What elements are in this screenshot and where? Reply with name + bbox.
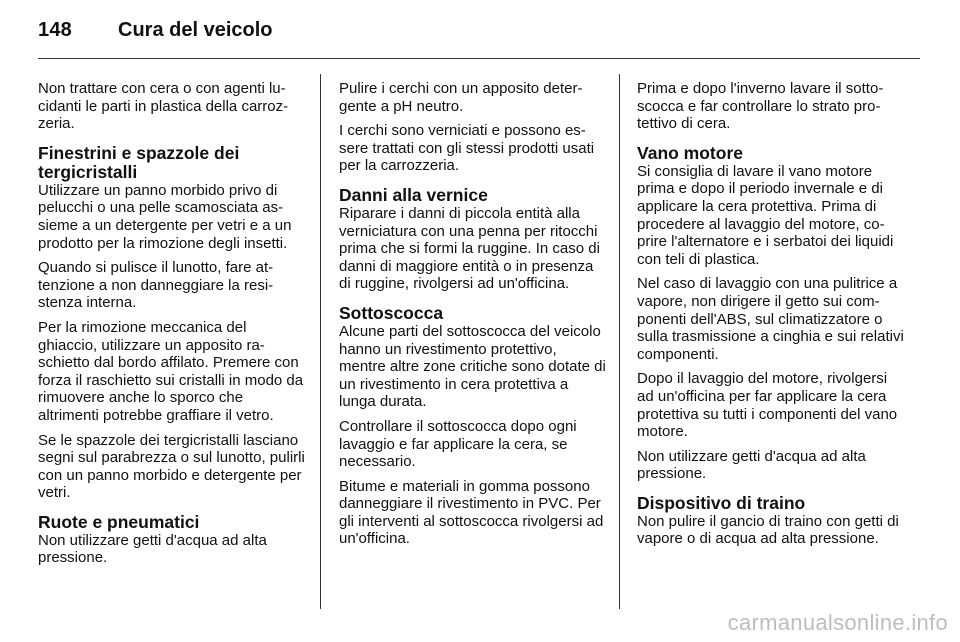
section-heading-wheels: Ruote e pneumatici [38,511,200,532]
page-header [38,14,920,54]
paragraph: I cerchi sono verniciati e possono essere trattati con gli stessi prodotti usati per la carrozzeria. [339,122,595,175]
watermark: carmanualsonline.info [727,610,948,635]
column-divider [320,74,321,609]
paragraph: Controllare il sottoscocca dopo ogni lavaggio e far applicare la cera, se necessario. [339,417,577,471]
column-3 [637,80,905,555]
paragraph: Si consiglia di lavare il vano motore prima e dopo il periodo invernale e di applicare la cera protettiva. Prima di procedere al lavaggio del motore, coprire l'alternatore e i serbatoi dei liquidi con teli di plastica. [637,162,894,268]
section-heading-windows: Finestrini e spazzole dei tergicristalli [38,142,240,182]
section-heading-engine: Vano motore [637,142,743,163]
paragraph: Non utilizzare getti d'acqua ad alta pressione. [38,531,267,567]
paragraph: Per la rimozione meccanica del ghiaccio, utilizzare un apposito raschietto dal bordo affilato. Premere con forza il raschietto sui cristalli in modo da rimuovere anche lo sporco che altrimenti potrebbe graffiare il vetro. [38,318,304,424]
paragraph: Prima e dopo l'inverno lavare il sottoscocca e far controllare lo strato protettivo di cera. [637,80,884,133]
section-heading-underbody: Sottoscocca [339,302,444,323]
paragraph: Non utilizzare getti d'acqua ad alta pressione. [637,447,866,483]
column-divider [619,74,620,609]
paragraph: Pulire i cerchi con un apposito detergente a pH neutro. [339,80,583,115]
page-title: Cura del veicolo [118,19,273,41]
paragraph: Non trattare con cera o con agenti lucidanti le parti in plastica della carrozzeria. [38,80,289,133]
header-rule [38,58,920,59]
page-number: 148 [38,19,72,41]
paragraph: Utilizzare un panno morbido privo di pelucchi o una pelle scamosciata assieme a un detergente per vetri e a un prodotto per la rimozione degli insetti. [38,181,292,252]
column-1 [38,80,306,574]
paragraph: Bitume e materiali in gomma possono danneggiare il rivestimento in PVC. Per gli interventi al sottoscocca rivolgersi ad un'officina. [339,477,604,548]
section-heading-towing: Dispositivo di traino [637,492,806,513]
paragraph: Non pulire il gancio di traino con getti di vapore o di acqua ad alta pressione. [637,512,899,548]
paragraph: Se le spazzole dei tergicristalli lasciano segni sul parabrezza o sul lunotto, pulirli con un panno morbido e detergente per vetri. [38,431,305,502]
paragraph: Alcune parti del sottoscocca del veicolo hanno un rivestimento protettivo, mentre altre zone critiche sono dotate di un rivestimento in cera protettiva a lunga durata. [339,322,606,411]
paragraph: Riparare i danni di piccola entità alla verniciatura con una penna per ritocchi prima che si formi la ruggine. In caso di danni di maggiore entità o in presenza di ruggine, rivolgersi ad un'officina. [339,204,600,293]
paragraph: Dopo il lavaggio del motore, rivolgersi ad un'officina per far applicare la cera protettiva su tutti i componenti del vano motore. [637,370,898,441]
paragraph: Nel caso di lavaggio con una pulitrice a vapore, non dirigere il getto sui componenti dell'ABS, sul climatizzatore o sulla trasmissione a cinghia e sui relativi componenti. [637,275,904,363]
section-heading-paint: Danni alla vernice [339,184,488,205]
paragraph: Quando si pulisce il lunotto, fare attenzione a non danneggiare la resistenza interna. [38,259,274,312]
column-2 [339,80,607,555]
